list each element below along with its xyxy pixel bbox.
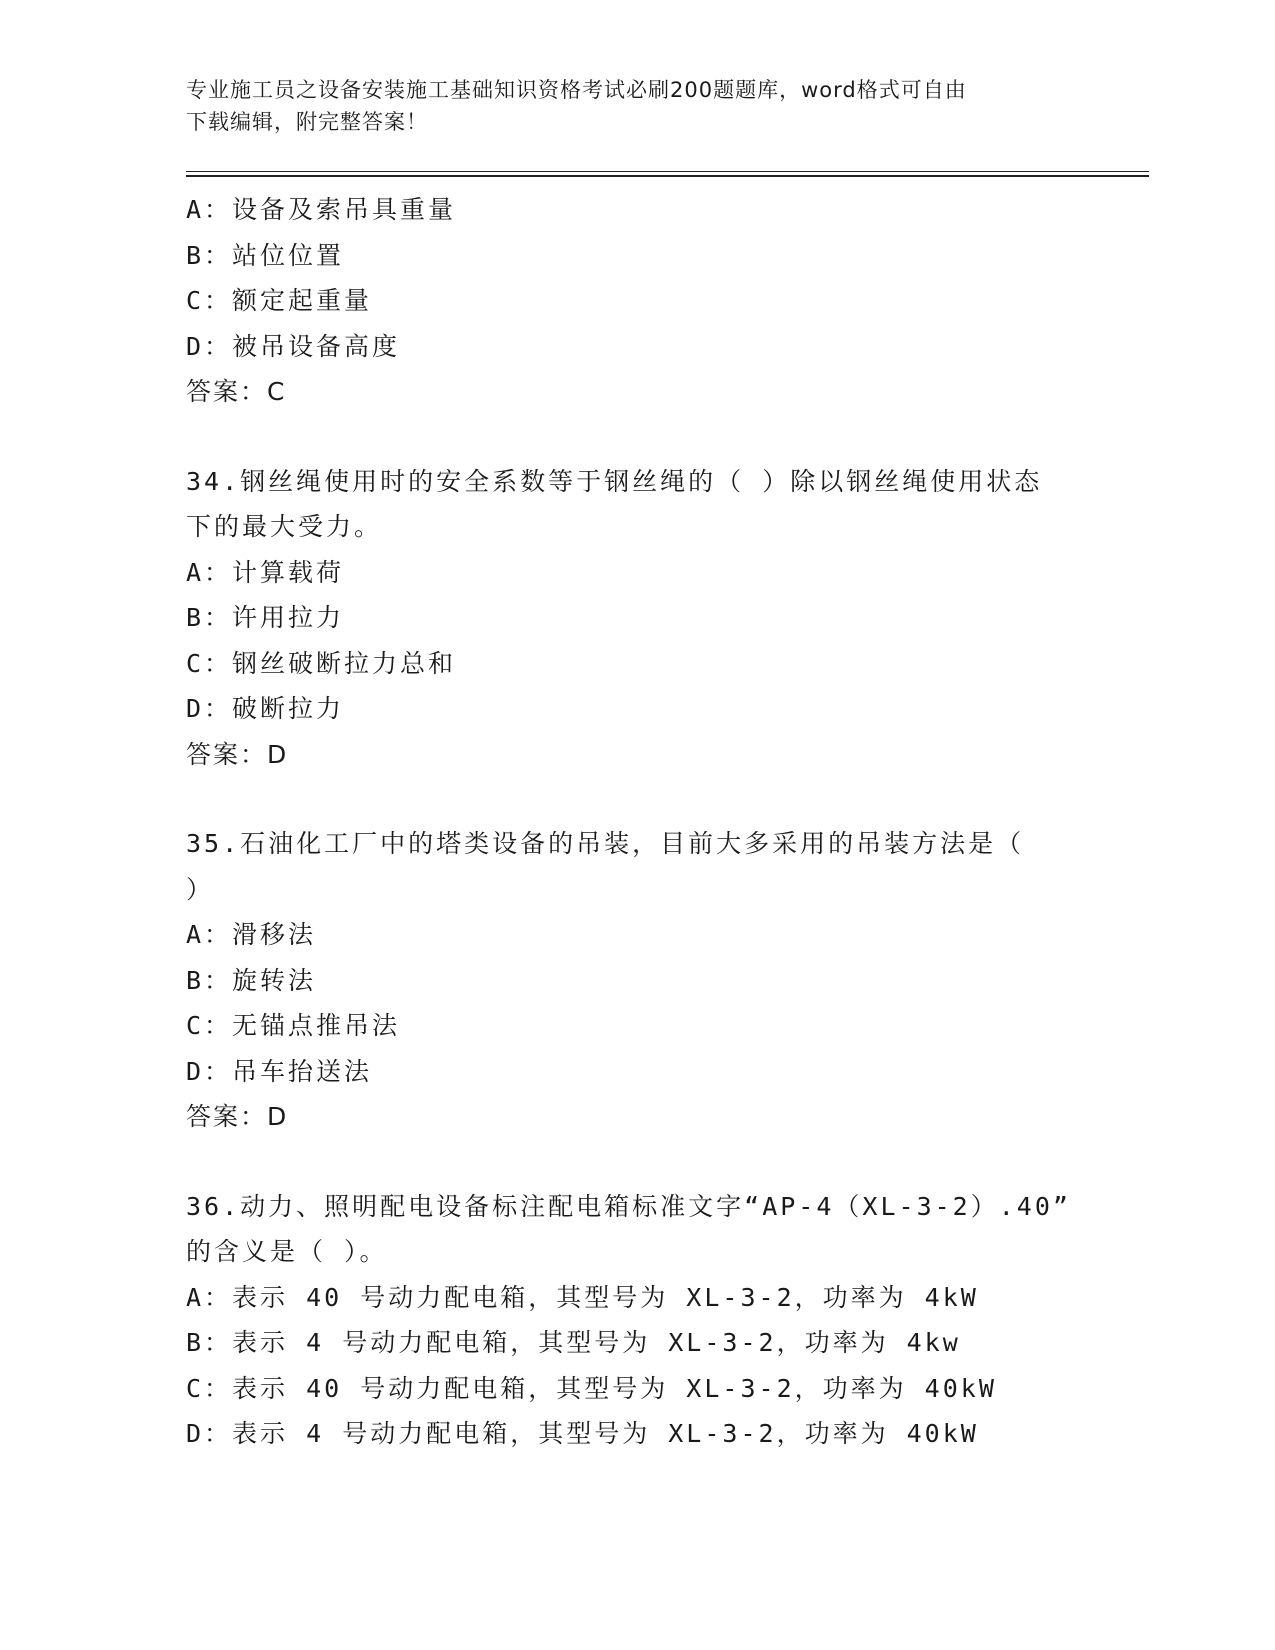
option-d: D：吊车抬送法 bbox=[186, 1056, 373, 1086]
question-33 bbox=[186, 187, 1086, 415]
answer: 答案：C bbox=[186, 377, 287, 406]
question-spacer bbox=[186, 777, 1086, 821]
question-stem-line-2: 下的最大受力。 bbox=[186, 512, 383, 541]
option-b: B：表示 4 号动力配电箱，其型号为 XL-3-2，功率为 4kw bbox=[186, 1328, 961, 1357]
question-35 bbox=[186, 821, 1086, 1140]
option-a: A：设备及索吊具重量 bbox=[186, 195, 457, 224]
question-34 bbox=[186, 459, 1086, 778]
header-line-2: 下载编辑，附完整答案！ bbox=[186, 110, 428, 134]
option-d: D：破断拉力 bbox=[186, 694, 345, 723]
option-c: C：无锚点推吊法 bbox=[186, 1011, 401, 1040]
header-line-1: 专业施工员之设备安装施工基础知识资格考试必刷200题题库，word格式可自由 bbox=[186, 78, 967, 102]
answer: 答案：D bbox=[186, 739, 289, 769]
question-stem-line-2: ） bbox=[186, 874, 215, 904]
question-stem-line-2: 的含义是（ ）。 bbox=[186, 1237, 388, 1266]
question-stem-line-1: 36.动力、照明配电设备标注配电箱标准文字“AP-4（XL-3-2）.40” bbox=[186, 1191, 1071, 1221]
option-a: A：表示 40 号动力配电箱，其型号为 XL-3-2，功率为 4kW bbox=[186, 1282, 979, 1312]
question-spacer bbox=[186, 1140, 1086, 1184]
question-spacer bbox=[186, 415, 1086, 459]
header-divider-thin bbox=[186, 171, 1149, 172]
question-stem-line-1: 35.石油化工厂中的塔类设备的吊装，目前大多采用的吊装方法是（ bbox=[186, 829, 1025, 858]
option-b: B：站位位置 bbox=[186, 240, 345, 270]
document-header bbox=[186, 74, 1086, 138]
question-stem-line-1: 34.钢丝绳使用时的安全系数等于钢丝绳的（ ）除以钢丝绳使用状态 bbox=[186, 466, 1043, 496]
option-c: C：额定起重量 bbox=[186, 286, 373, 315]
option-b: B：旋转法 bbox=[186, 965, 317, 995]
question-list bbox=[186, 187, 1086, 1457]
header-divider-thick bbox=[186, 175, 1149, 177]
option-c: C：表示 40 号动力配电箱，其型号为 XL-3-2，功率为 40kW bbox=[186, 1373, 997, 1403]
option-a: A：计算载荷 bbox=[186, 557, 345, 587]
option-c: C：钢丝破断拉力总和 bbox=[186, 648, 457, 678]
question-36 bbox=[186, 1184, 1086, 1457]
option-b: B：许用拉力 bbox=[186, 603, 345, 632]
answer: 答案：D bbox=[186, 1102, 289, 1131]
option-d: D：被吊设备高度 bbox=[186, 331, 401, 361]
option-d: D：表示 4 号动力配电箱，其型号为 XL-3-2，功率为 40kW bbox=[186, 1419, 979, 1448]
option-a: A：滑移法 bbox=[186, 920, 317, 949]
